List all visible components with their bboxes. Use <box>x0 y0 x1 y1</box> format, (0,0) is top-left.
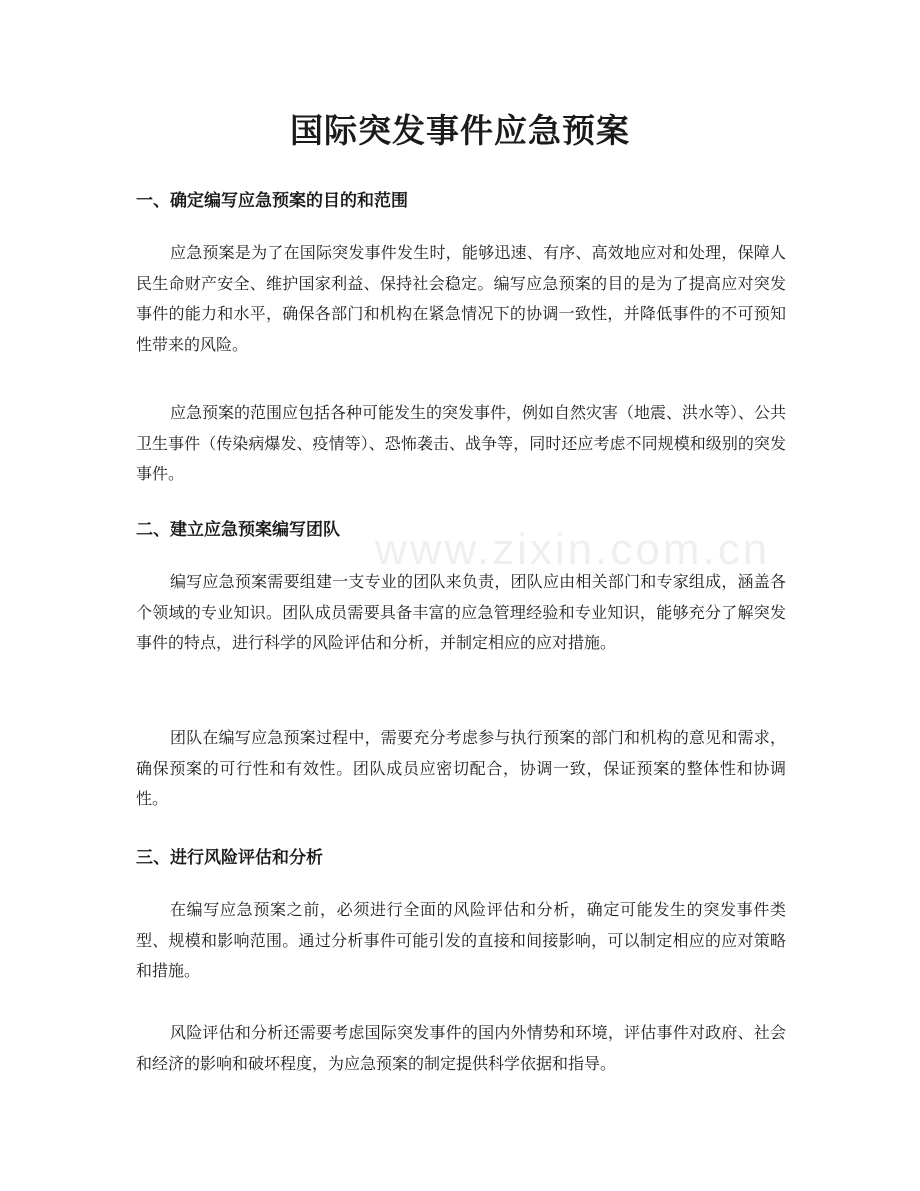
section-paragraph: 编写应急预案需要组建一支专业的团队来负责，团队应由相关部门和专家组成，涵盖各个领域的专业知识。团队成员需要具备丰富的应急管理经验和专业知识，能够充分了解突发事件的特点，进行科学的风险评估和分析，并制定相应的应对措施。 <box>136 572 786 652</box>
section-paragraph: 应急预案的范围应包括各种可能发生的突发事件，例如自然灾害（地震、洪水等）、公共卫生事件（传染病爆发、疫情等）、恐怖袭击、战争等，同时还应考虑不同规模和级别的突发事件。 <box>136 403 787 483</box>
watermark-text: www.zixin.com.cn <box>375 525 771 574</box>
section-paragraph: 应急预案是为了在国际突发事件发生时，能够迅速、有序、高效地应对和处理，保障人民生命财产安全、维护国家利益、保持社会稳定。编写应急预案的目的是为了提高应对突发事件的能力和水平，确保各部门和机构在紧急情况下的协调一致性，并降低事件的不可预知性带来的风险。 <box>136 243 786 354</box>
section-paragraph: 在编写应急预案之前，必须进行全面的风险评估和分析，确定可能发生的突发事件类型、规模和影响范围。通过分析事件可能引发的直接和间接影响，可以制定相应的应对策略和措施。 <box>136 900 786 980</box>
section-heading: 三、进行风险评估和分析 <box>136 848 323 868</box>
section-paragraph: 风险评估和分析还需要考虑国际突发事件的国内外情势和环境，评估事件对政府、社会和经济的影响和破坏程度，为应急预案的制定提供科学依据和指导。 <box>136 1023 786 1073</box>
document-title: 国际突发事件应急预案 <box>290 111 630 150</box>
section-paragraph: 团队在编写应急预案过程中，需要充分考虑参与执行预案的部门和机构的意见和需求，确保预案的可行性和有效性。团队成员应密切配合，协调一致，保证预案的整体性和协调性。 <box>136 728 786 808</box>
section-heading: 一、确定编写应急预案的目的和范围 <box>136 191 408 211</box>
section-heading: 二、建立应急预案编写团队 <box>136 520 340 540</box>
